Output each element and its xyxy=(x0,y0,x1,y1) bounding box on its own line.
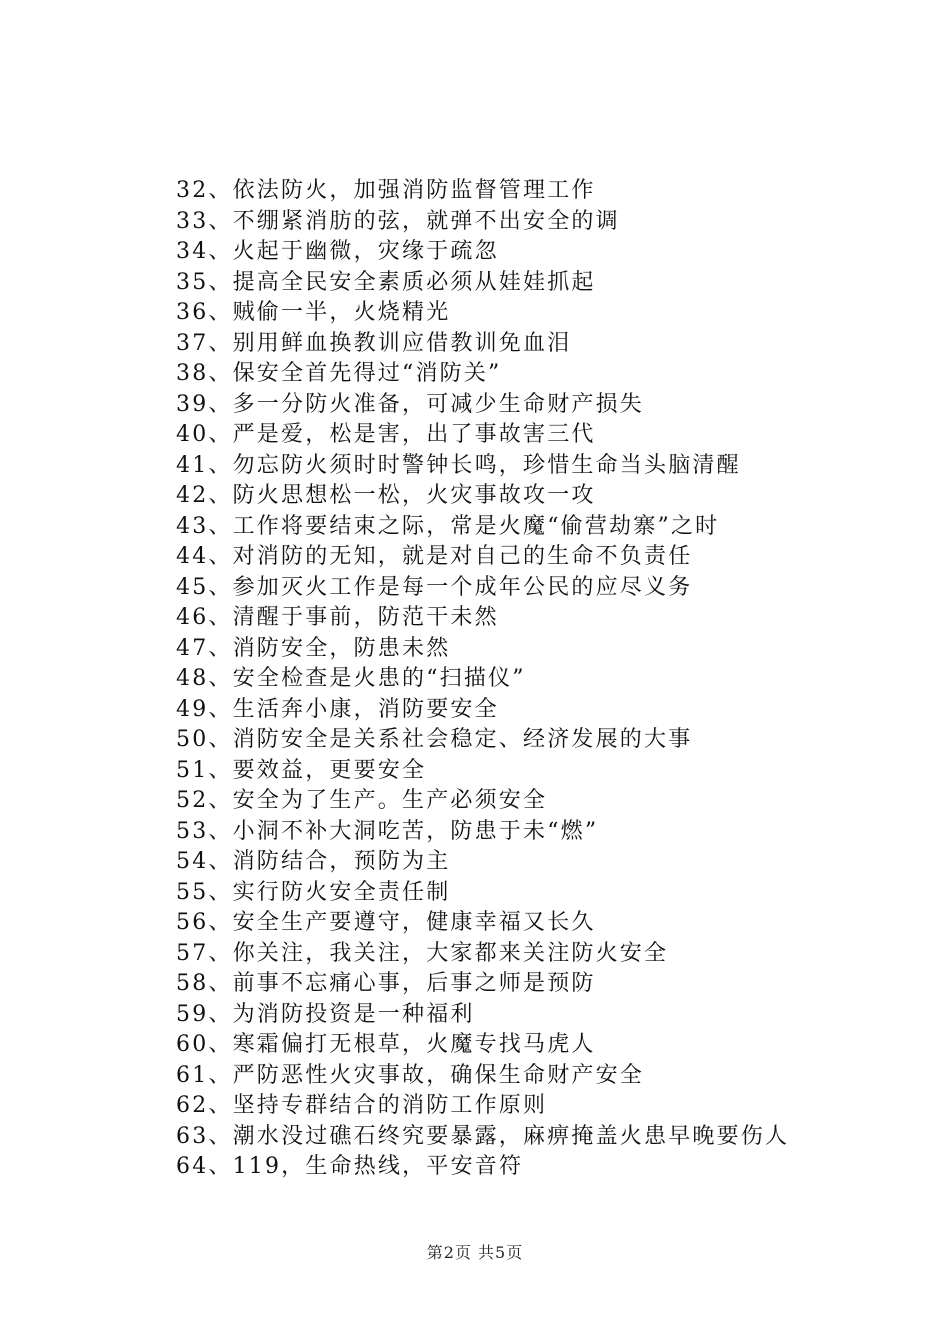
list-item: 59、为消防投资是一种福利 xyxy=(176,1001,475,1027)
list-item: 40、严是爱，松是害，出了事故害三代 xyxy=(176,422,596,447)
list-item: 48、安全检查是火患的“扫描仪” xyxy=(176,666,526,691)
list-item: 55、实行防火安全责任制 xyxy=(176,879,451,905)
list-item: 52、安全为了生产。生产必须安全 xyxy=(176,788,548,813)
list-item: 42、防火思想松一松，火灾事故攻一攻 xyxy=(176,483,596,508)
list-item: 64、119，生命热线，平安音符 xyxy=(176,1154,524,1179)
list-item: 34、火起于幽微，灾缘于疏忽 xyxy=(176,239,499,264)
list-item: 39、多一分防火准备，可减少生命财产损失 xyxy=(176,391,644,417)
page-number-footer: 第2页 共5页 xyxy=(426,1243,524,1262)
list-item: 53、小洞不补大洞吃苦，防患于未“燃” xyxy=(176,818,599,844)
list-item: 43、工作将要结束之际，常是火魔“偷营劫寨”之时 xyxy=(176,513,720,539)
list-item: 57、你关注，我关注，大家都来关注防火安全 xyxy=(176,940,669,966)
list-item: 62、坚持专群结合的消防工作原则 xyxy=(176,1093,548,1118)
list-item: 47、消防安全，防患未然 xyxy=(176,635,451,661)
list-item: 35、提高全民安全素质必须从娃娃抓起 xyxy=(176,269,596,295)
list-item: 60、寒霜偏打无根草，火魔专找马虎人 xyxy=(176,1032,596,1057)
list-item: 33、不绷紧消肪的弦，就弹不出安全的调 xyxy=(176,208,620,234)
list-item: 44、对消防的无知，就是对自己的生命不负责任 xyxy=(176,544,693,569)
list-item: 38、保安全首先得过“消防关” xyxy=(176,361,502,386)
list-item: 58、前事不忘痛心事，后事之师是预防 xyxy=(176,971,596,996)
slogan-list xyxy=(176,176,876,1183)
list-item: 50、消防安全是关系社会稳定、经济发展的大事 xyxy=(176,727,693,752)
list-item: 63、潮水没过礁石终究要暴露，麻痹掩盖火患早晚要伤人 xyxy=(176,1123,790,1149)
list-item: 32、依法防火，加强消防监督管理工作 xyxy=(176,178,596,203)
list-item: 61、严防恶性火灾事故，确保生命财产安全 xyxy=(176,1062,644,1088)
list-item: 46、清醒于事前，防范干未然 xyxy=(176,605,499,630)
list-item: 51、要效益，更要安全 xyxy=(176,757,427,783)
list-item: 41、勿忘防火须时时警钟长鸣，珍惜生命当头脑清醒 xyxy=(176,452,741,478)
list-item: 56、安全生产要遵守，健康幸福又长久 xyxy=(176,910,596,935)
list-item: 37、别用鲜血换教训应借教训免血泪 xyxy=(176,330,572,356)
list-item: 54、消防结合，预防为主 xyxy=(176,849,451,874)
list-item: 45、参加灭火工作是每一个成年公民的应尽义务 xyxy=(176,574,693,600)
list-item: 49、生活奔小康，消防要安全 xyxy=(176,696,499,722)
list-item: 36、贼偷一半，火烧精光 xyxy=(176,300,451,325)
